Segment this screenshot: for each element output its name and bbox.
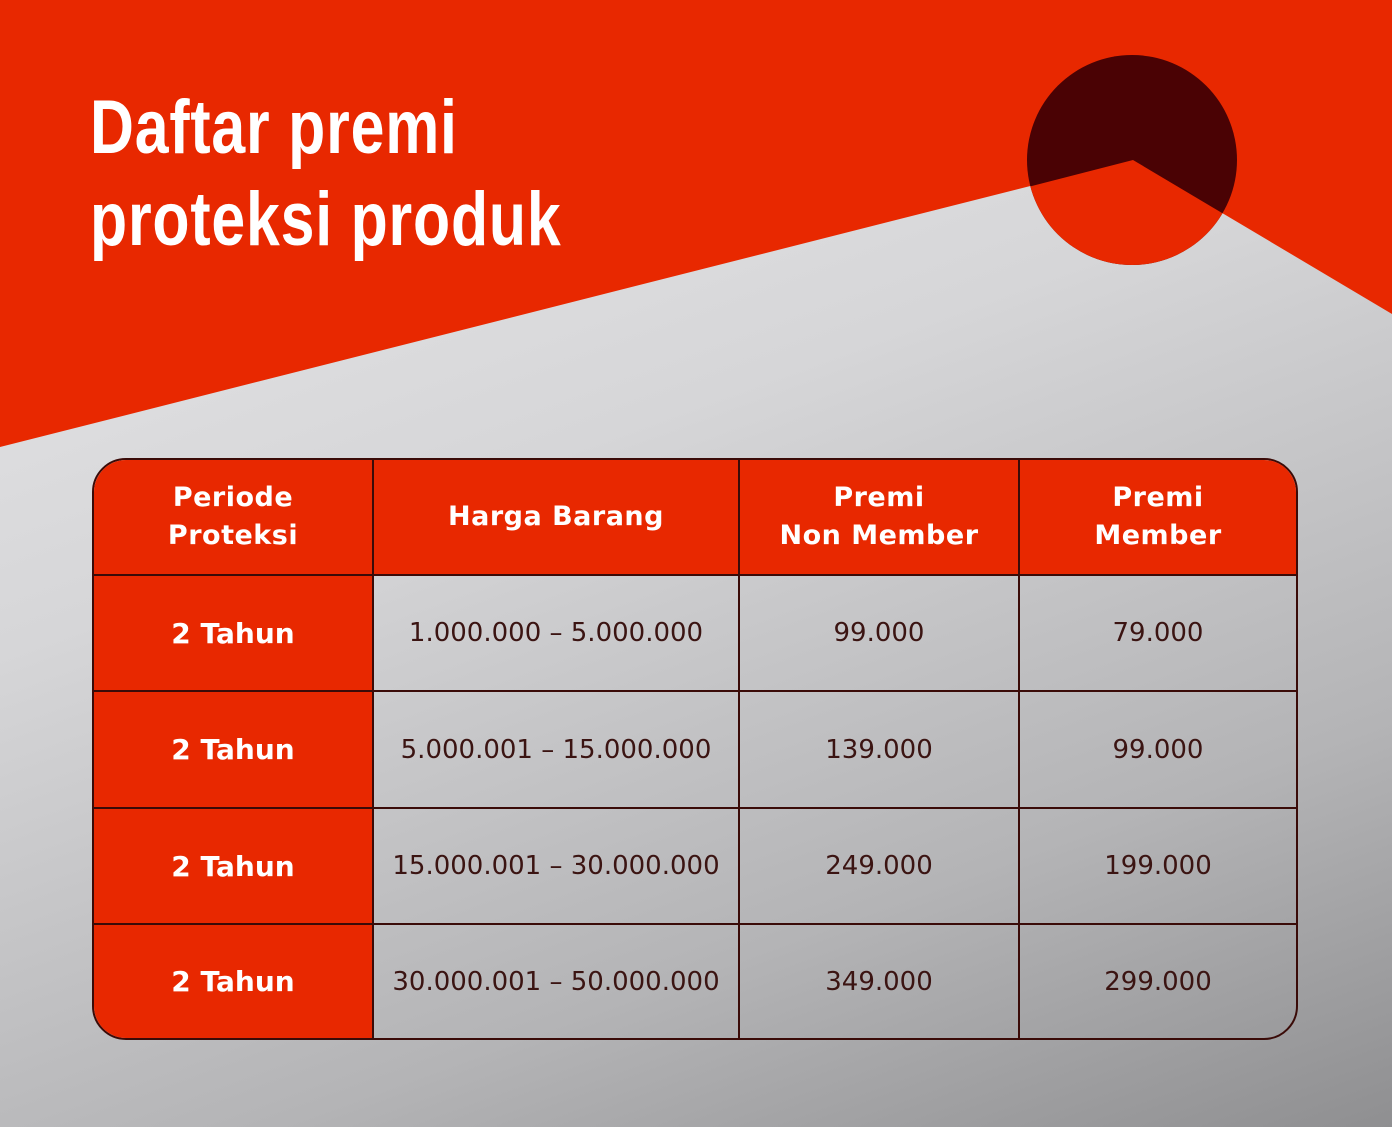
header-harga-barang: Harga Barang [374,460,740,576]
row-1-non-member: 99.000 [740,576,1020,692]
title-line-1: Daftar premi [90,85,458,170]
row-4-period: 2 Tahun [94,925,374,1038]
row-2-member: 99.000 [1020,692,1296,809]
title-line-2: proteksi produk [90,177,562,262]
row-3-price: 15.000.001 – 30.000.000 [374,809,740,925]
header-periode-proteksi: Periode Proteksi [94,460,374,576]
row-4-non-member: 349.000 [740,925,1020,1038]
row-1-price: 1.000.000 – 5.000.000 [374,576,740,692]
premium-table [92,458,1298,1040]
row-2-non-member: 139.000 [740,692,1020,809]
row-4-price: 30.000.001 – 50.000.000 [374,925,740,1038]
page-title [90,82,561,266]
row-3-non-member: 249.000 [740,809,1020,925]
header-premi-member: Premi Member [1020,460,1296,576]
header-premi-non-member: Premi Non Member [740,460,1020,576]
row-2-period: 2 Tahun [94,692,374,809]
row-3-period: 2 Tahun [94,809,374,925]
row-1-period: 2 Tahun [94,576,374,692]
row-2-price: 5.000.001 – 15.000.000 [374,692,740,809]
row-1-member: 79.000 [1020,576,1296,692]
row-3-member: 199.000 [1020,809,1296,925]
row-4-member: 299.000 [1104,966,1212,997]
